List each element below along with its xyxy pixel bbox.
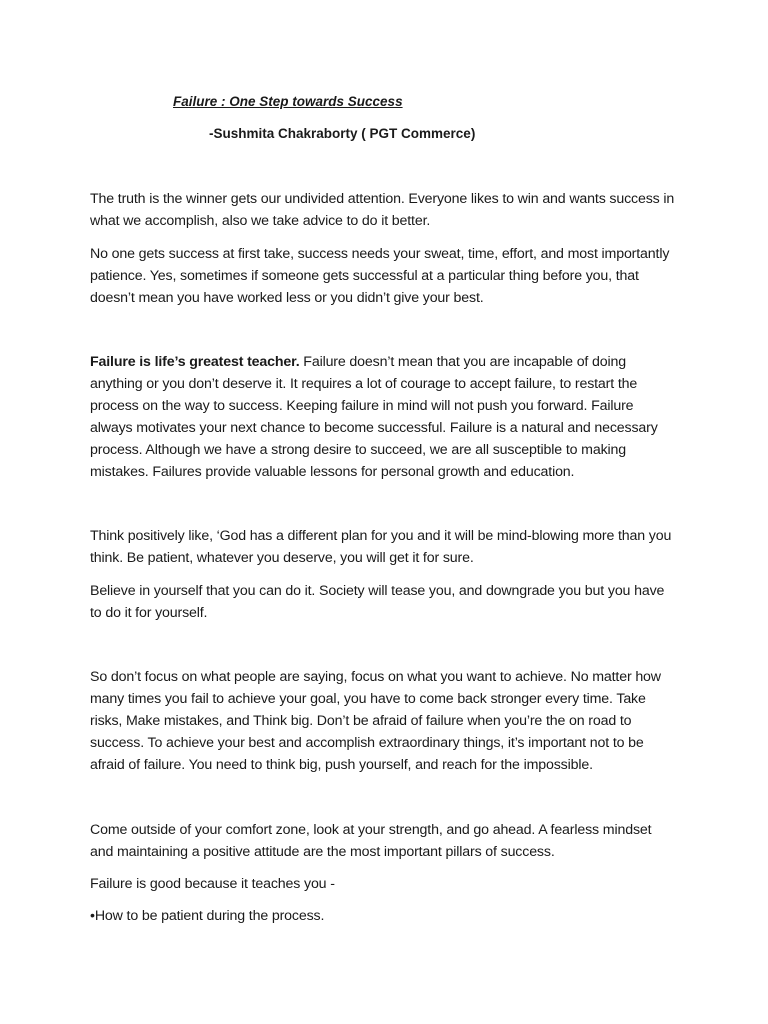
paragraph-4: Think positively like, ‘God has a different plan for you and it will be mind-blowing more than you think. Be patient, whatever you deserve, you will get it for sure. <box>90 528 672 566</box>
paragraph-1: The truth is the winner gets our undivided attention. Everyone likes to win and wants success in what we accomplish, also we take advice to do it better. <box>90 191 675 229</box>
paragraph-3-body: Failure doesn’t mean that you are incapable of doing anything or you don’t deserve it. It requires a lot of courage to accept failure, to restart the process on the way to success. Keeping failure in mind will not push you forward. Failure always motivates your next chance to become successful. Failure is a natural and necessary process. Although we have a strong desire to succeed, we are all susceptible to making mistakes. Failures provide valuable lessons for personal growth and education. <box>90 354 658 480</box>
paragraph-6: So don’t focus on what people are saying, focus on what you want to achieve. No matter how many times you fail to achieve your goal, you have to come back stronger every time. Take risks, Make mistakes, and Think big. Don’t be afraid of failure when you’re the on road to success. To achieve your best and accomplish extraordinary things, it’s important not to be afraid of failure. You need to think big, push yourself, and reach for the impossible. <box>90 669 661 773</box>
document-title: Failure : One Step towards Success <box>173 94 403 109</box>
paragraph-8: Failure is good because it teaches you - <box>90 876 335 892</box>
list-item: •How to be patient during the process. <box>90 908 325 924</box>
paragraph-7: Come outside of your comfort zone, look at your strength, and go ahead. A fearless mindset and maintaining a positive attitude are the most important pillars of success. <box>90 822 652 860</box>
paragraph-2: No one gets success at first take, success needs your sweat, time, effort, and most importantly patience. Yes, sometimes if someone gets successful at a particular thing before you, that doesn’t mean you have worked less or you didn’t give your best. <box>90 246 670 306</box>
document-author: -Sushmita Chakraborty ( PGT Commerce) <box>209 126 476 141</box>
paragraph-5: Believe in yourself that you can do it. Society will tease you, and downgrade you but you have to do it for yourself. <box>90 583 665 621</box>
paragraph-3 <box>90 351 678 483</box>
paragraph-3-lead: Failure is life’s greatest teacher. <box>90 354 300 370</box>
